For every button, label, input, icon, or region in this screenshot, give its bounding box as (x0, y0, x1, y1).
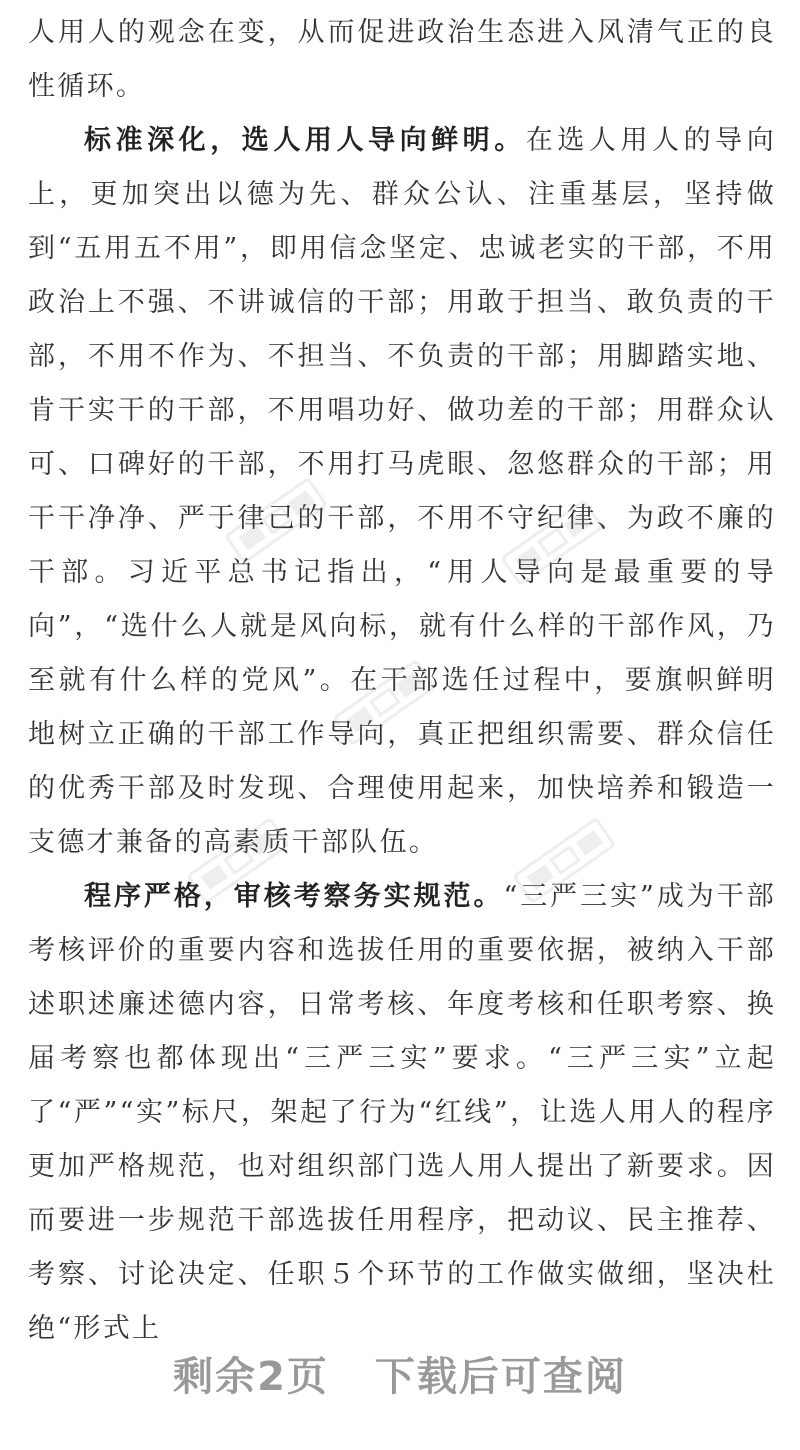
paragraph-selection-standards (28, 114, 776, 870)
document-body (28, 6, 776, 1356)
paragraph-text: 人用人的观念在变，从而促进政治生态进入风清气正的良性循环。 (28, 17, 776, 102)
paragraph-continuation (28, 6, 776, 114)
paragraph-text: “三严三实”成为干部考核评价的重要内容和选拔任用的重要依据，被纳入干部述职述廉述德内容，日常考核、年度考核和任职考察、换届考察也都体现出“三严三实”要求。“三严三实”立起了“严”“实”标尺，架起了行为“红线”，让选人用人的程序更加严格规范，也对组织部门选人用人提出了新要求。因而要进一步规范干部选拔任用程序，把动议、民主推荐、考察、讨论决定、任职５个环节的工作做实做细，坚决杜绝“形式上 (28, 881, 777, 1344)
paragraph-strict-procedure (28, 870, 776, 1356)
download-hint-label: 下载后可查阅 (374, 1354, 627, 1400)
download-prompt-banner[interactable] (0, 1342, 800, 1412)
paragraph-lead-heading: 标准深化，选人用人导向鲜明。 (84, 125, 526, 156)
paragraph-text: 在选人用人的导向上，更加突出以德为先、群众公认、注重基层，坚持做到“五用五不用”，即用信念坚定、忠诚老实的干部，不用政治上不强、不讲诚信的干部；用敢于担当、敢负责的干部，不用不作为、不担当、不负责的干部；用脚踏实地、肯干实干的干部，不用唱功好、做功差的干部；用群众认可、口碑好的干部，不用打马虎眼、忽悠群众的干部；用干干净净、严于律己的干部，不用不守纪律、为政不廉的干部。习近平总书记指出，“用人导向是最重要的导向”，“选什么人就是风向标，就有什么样的干部作风，乃至就有什么样的党风”。在干部选任过程中，要旗帜鲜明地树立正确的干部工作导向，真正把组织需要、群众信任的优秀干部及时发现、合理使用起来，加快培养和锻造一支德才兼备的高素质干部队伍。 (28, 125, 776, 858)
remaining-pages-label: 剩余2页 (173, 1354, 329, 1400)
paragraph-lead-heading: 程序严格，审核考察务实规范。 (84, 881, 504, 912)
